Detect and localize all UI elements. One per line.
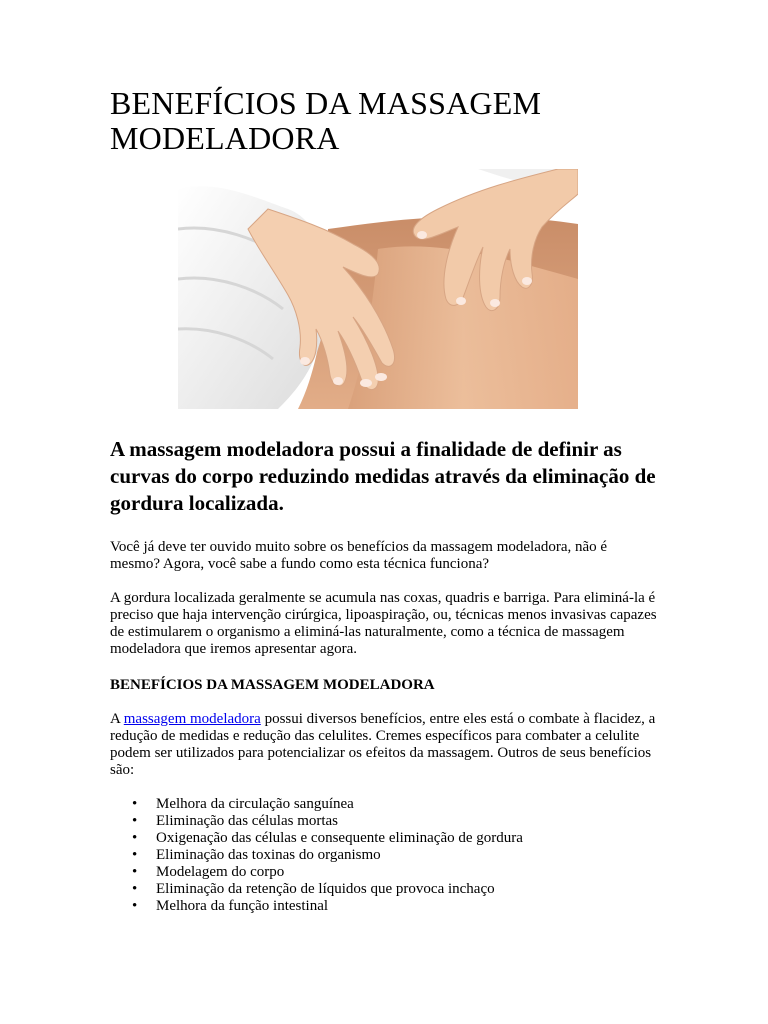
bullet-icon: • [132, 796, 138, 812]
massagem-modeladora-link[interactable]: massagem modeladora [123, 711, 261, 727]
page-title: BENEFÍCIOS DA MASSAGEM MODELADORA [110, 85, 542, 156]
lead-heading: A massagem modeladora possui a finalidade de definir as curvas do corpo reduzindo medidas através da eliminação de gordura localizada. [110, 437, 656, 515]
list-item [110, 796, 660, 813]
list-item [110, 813, 660, 830]
bullet-icon: • [132, 881, 138, 897]
list-item-text: Oxigenação das células e consequente eliminação de gordura [156, 830, 523, 846]
list-item-text: Eliminação das células mortas [156, 813, 339, 829]
benefits-paragraph-prefix: A [110, 711, 124, 727]
list-item [110, 847, 660, 864]
benefits-subheading: BENEFÍCIOS DA MASSAGEM MODELADORA [110, 677, 435, 693]
list-item-text: Melhora da função intestinal [156, 898, 329, 914]
list-item [110, 898, 660, 915]
bullet-icon: • [132, 864, 138, 880]
list-item-text: Eliminação das toxinas do organismo [156, 847, 381, 863]
bullet-icon: • [132, 830, 138, 846]
list-item-text: Modelagem do corpo [156, 864, 285, 880]
document-page [110, 86, 660, 915]
intro-paragraph: Você já deve ter ouvido muito sobre os benefícios da massagem modeladora, não é mesmo? Agora, você sabe a fundo como esta técnica funciona? [110, 539, 608, 572]
massage-photo [178, 169, 578, 409]
bullet-icon: • [132, 847, 138, 863]
list-item-text: Eliminação da retenção de líquidos que provoca inchaço [156, 881, 495, 897]
list-item [110, 864, 660, 881]
bullet-icon: • [132, 898, 138, 914]
fat-paragraph: A gordura localizada geralmente se acumula nas coxas, quadris e barriga. Para eliminá-la é preciso que haja intervenção cirúrgica, lipoaspiração, ou, técnicas menos invasivas capazes de estimularem o organismo a eliminá-las naturalmente, como a técnica de massagem modeladora que iremos apresentar agora. [110, 590, 657, 657]
benefits-list [110, 796, 660, 915]
list-item-text: Melhora da circulação sanguínea [156, 796, 354, 812]
list-item [110, 881, 660, 898]
bullet-icon: • [132, 813, 138, 829]
benefits-paragraph [110, 711, 660, 779]
massage-illustration [178, 169, 578, 409]
benefits-paragraph-rest: possui diversos benefícios, entre eles está o combate à flacidez, a redução de medidas e redução das celulites. Cremes específicos para combater a celulite podem ser utilizados para potencializar os efeitos da massagem. Outros de seus benefícios são: [110, 711, 656, 778]
list-item [110, 830, 660, 847]
